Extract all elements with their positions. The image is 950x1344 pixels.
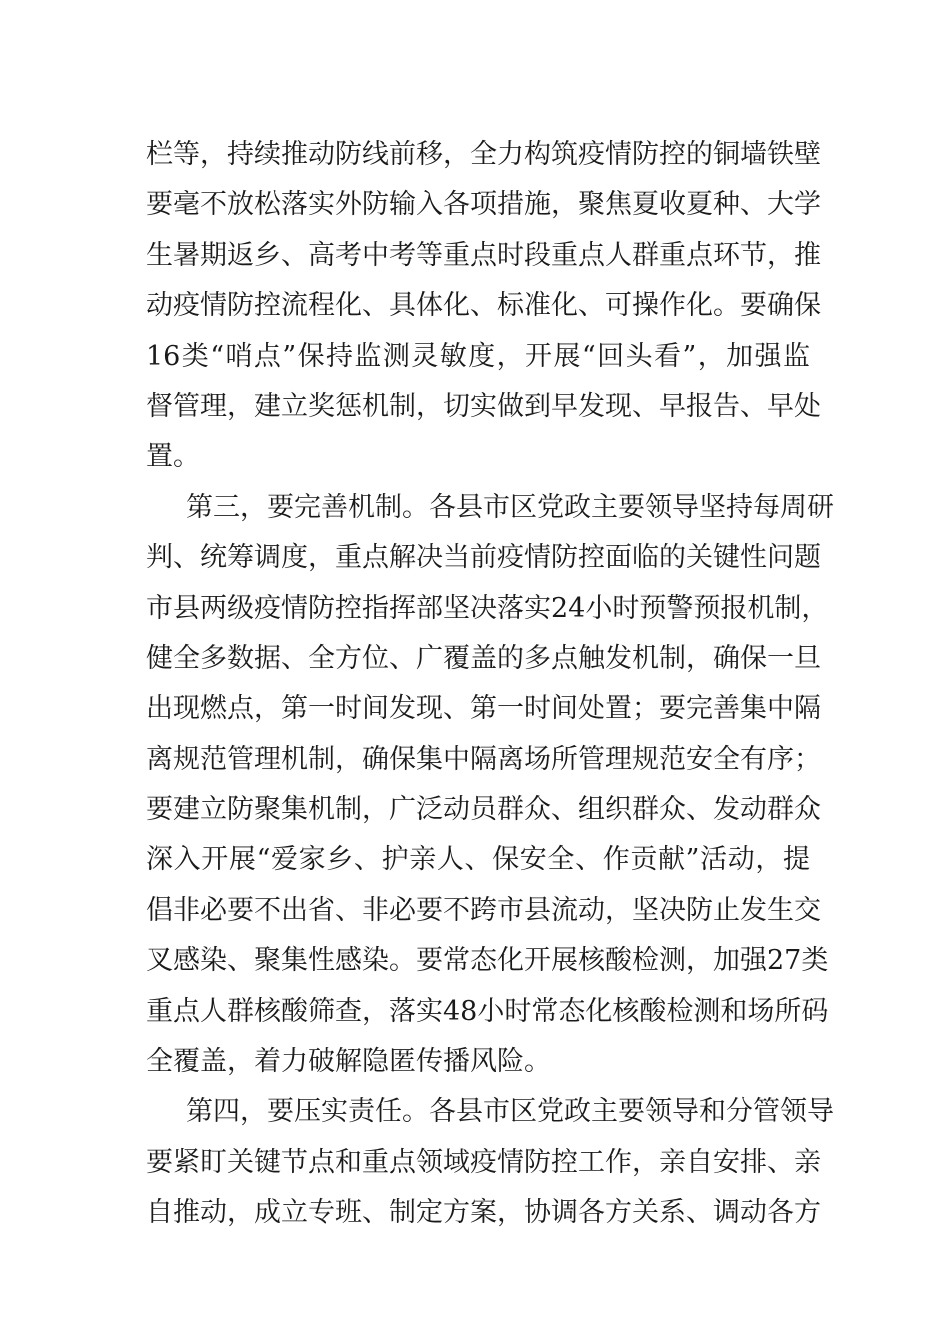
text-line: 离规范管理机制，确保集中隔离场所管理规范安全有序； bbox=[146, 743, 821, 775]
text-line: 生暑期返乡、高考中考等重点时段重点人群重点环节，推 bbox=[146, 239, 821, 271]
text-line: 叉感染、聚集性感染。要常态化开展核酸检测，加强27类 bbox=[146, 945, 829, 977]
text-line: 市县两级疫情防控指挥部坚决落实24小时预警预报机制， bbox=[146, 592, 829, 624]
paragraph-start-line: 第四，要压实责任。各县市区党政主要领导和分管领导 bbox=[186, 1096, 834, 1128]
text-line: 要紧盯关键节点和重点领域疫情防控工作，亲自安排、亲 bbox=[146, 1146, 821, 1178]
text-line: 深入开展“爱家乡、护亲人、保安全、作贡献”活动，提 bbox=[146, 844, 810, 876]
paragraph-start-line: 第三，要完善机制。各县市区党政主要领导坚持每周研 bbox=[186, 491, 834, 523]
text-line: 栏等，持续推动防线前移，全力构筑疫情防控的铜墙铁壁 bbox=[146, 139, 821, 170]
text-line: 要毫不放松落实外防输入各项措施，聚焦夏收夏种、大学 bbox=[146, 189, 821, 221]
text-line: 动疫情防控流程化、具体化、标准化、可操作化。要确保 bbox=[146, 290, 821, 322]
text-line: 健全多数据、全方位、广覆盖的多点触发机制，确保一旦 bbox=[146, 642, 821, 674]
text-line: 判、统筹调度，重点解决当前疫情防控面临的关键性问题 bbox=[146, 542, 821, 574]
text-line: 16类“哨点”保持监测灵敏度，开展“回头看”，加强监 bbox=[146, 340, 810, 372]
text-line: 置。 bbox=[146, 441, 200, 473]
body-text bbox=[146, 130, 834, 1239]
text-line: 倡非必要不出省、非必要不跨市县流动，坚决防止发生交 bbox=[146, 894, 821, 926]
text-line: 重点人群核酸筛查，落实48小时常态化核酸检测和场所码 bbox=[146, 995, 829, 1027]
text-line: 督管理，建立奖惩机制，切实做到早发现、早报告、早处 bbox=[146, 390, 821, 422]
text-line: 全覆盖，着力破解隐匿传播风险。 bbox=[146, 1046, 551, 1078]
text-line: 出现燃点，第一时间发现、第一时间处置；要完善集中隔 bbox=[146, 693, 821, 725]
text-line: 要建立防聚集机制，广泛动员群众、组织群众、发动群众 bbox=[146, 794, 821, 826]
text-line: 自推动，成立专班、制定方案，协调各方关系、调动各方 bbox=[146, 1197, 821, 1229]
